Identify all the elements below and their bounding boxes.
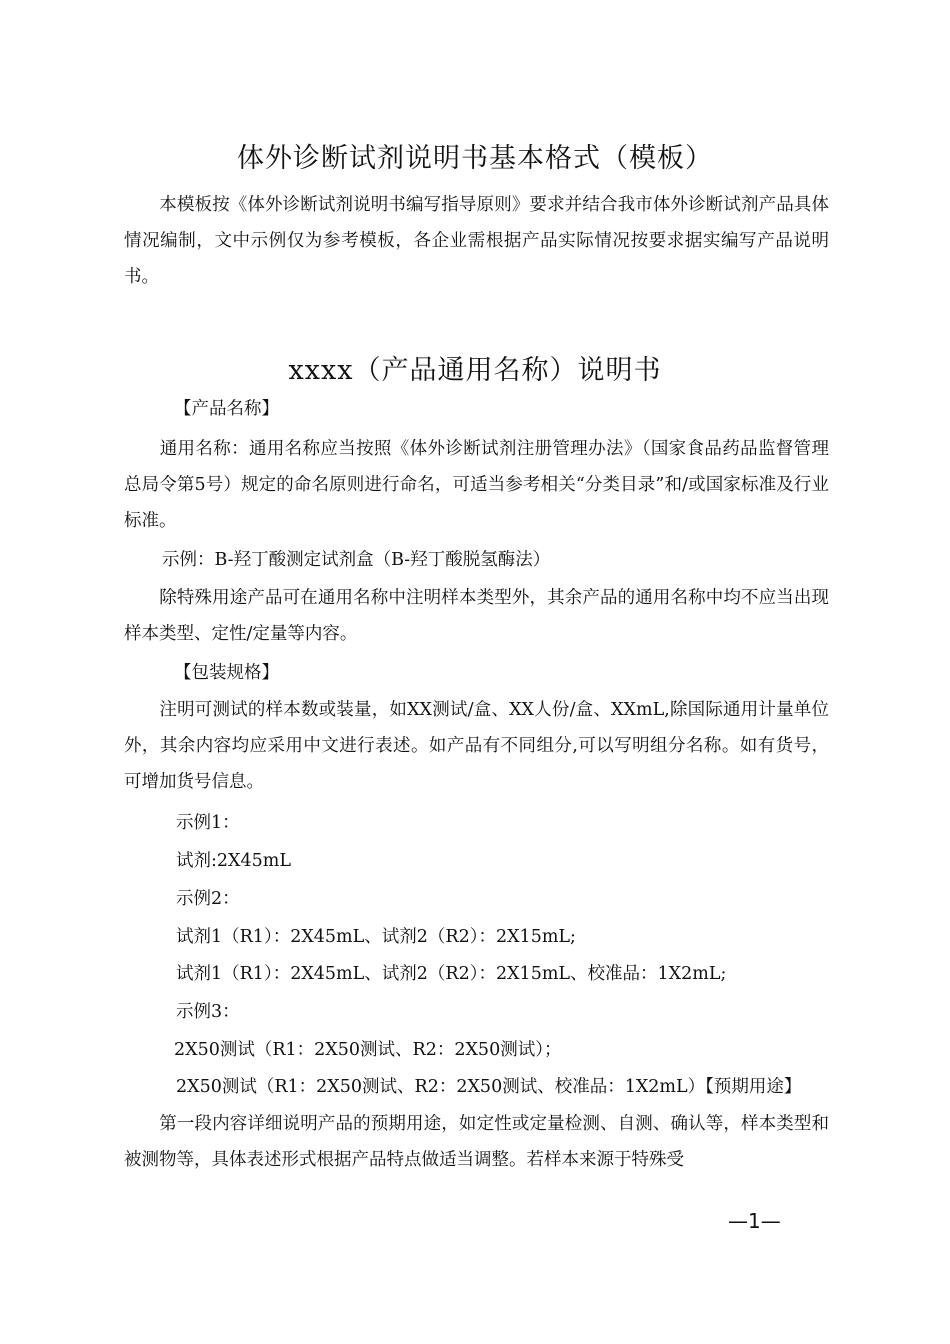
product-name-note: 除特殊用途产品可在通用名称中注明样本类型外，其余产品的通用名称中均不应当出现样本类型、定性/定量等内容。: [124, 588, 829, 644]
example-1-line: 试剂:2X45mL: [176, 851, 291, 871]
main-title: 体外诊断试剂说明书基本格式（模板）: [237, 143, 713, 174]
document-title: xxxx（产品通用名称）说明书: [288, 355, 662, 386]
product-name-example: 示例：B-羟丁酸测定试剂盒（B-羟丁酸脱氢酶法）: [162, 550, 551, 570]
example-3-label: 示例3：: [176, 1002, 240, 1022]
example-2-label: 示例2：: [176, 889, 240, 909]
example-3-line-2: 2X50测试（R1：2X50测试、R2：2X50测试、校准品：1X2mL）【预期用途】: [176, 1077, 802, 1097]
page-number: —1—: [728, 1209, 781, 1233]
example-2-line-1: 试剂1（R1）：2X45mL、试剂2（R2）：2X15mL;: [176, 927, 576, 947]
example-2-line-2: 试剂1（R1）：2X45mL、试剂2（R2）：2X15mL、校准品：1X2mL;: [176, 964, 727, 984]
intro-paragraph: 本模板按《体外诊断试剂说明书编写指导原则》要求并结合我市体外诊断试剂产品具体情况编制，文中示例仅为参考模板，各企业需根据产品实际情况按要求据实编写产品说明书。: [124, 195, 829, 287]
product-name-paragraph: 通用名称：通用名称应当按照《体外诊断试剂注册管理办法》（国家食品药品监督管理总局令第5号）规定的命名原则进行命名，可适当参考相关“分类目录”和/或国家标准及行业标准。: [124, 439, 829, 531]
example-3-line-1: 2X50测试（R1：2X50测试、R2：2X50测试）；: [174, 1040, 562, 1060]
intended-use-paragraph: 第一段内容详细说明产品的预期用途，如定性或定量检测、自测、确认等，样本类型和被测物等，具体表述形式根据产品特点做适当调整。若样本来源于特殊受: [124, 1114, 829, 1170]
example-1-label: 示例1：: [176, 813, 240, 833]
packaging-paragraph: 注明可测试的样本数或装量，如XX测试/盒、XX人份/盒、XXmL,除国际通用计量单位外，其余内容均应采用中文进行表述。如产品有不同组分,可以写明组分名称。如有货号，可增加货号信息。: [124, 700, 829, 792]
section-heading-packaging: 【包装规格】: [174, 663, 279, 683]
section-heading-product-name: 【产品名称】: [174, 399, 279, 419]
